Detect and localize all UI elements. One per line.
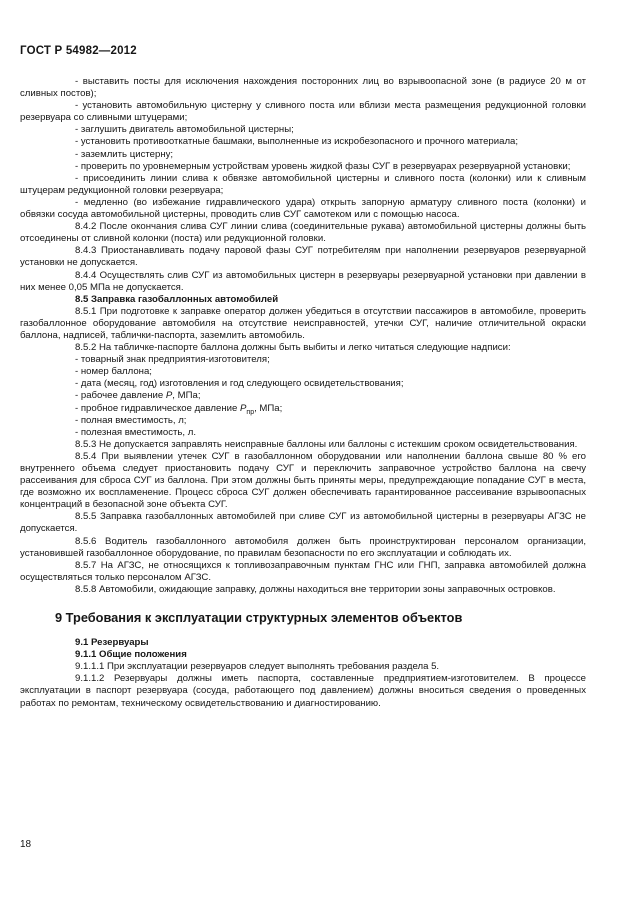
list-item bbox=[20, 390, 586, 402]
list-item-text: , МПа; bbox=[254, 402, 283, 414]
list-item-text: , МПа; bbox=[172, 390, 201, 402]
paragraph: 8.5.8 Автомобили, ожидающие заправку, должны находиться вне территории зоны заправочных островков. bbox=[75, 583, 556, 595]
paragraph: 8.5.4 При выявлении утечек СУГ в газобаллонном оборудовании или наполнении баллона свыше 80 % его внутреннего объема следует приостановить подачу СУГ и переключить заправочное устройство баллона на свечу рассеивания для сброса СУГ из баллона. При этом должны быть приняты меры, предупреждающие попадание СУГ в места, где возможно их воспламенение. Процесс сброса СУГ должен обеспечивать гарантированное рассеивание взрывоопасных концентраций в безопасной зоне объекта СУГ. bbox=[20, 450, 586, 511]
paragraph: 8.5.3 Не допускается заправлять неисправные баллоны или баллоны с истекшим сроком освидетельствования. bbox=[75, 438, 578, 450]
list-item-text: - рабочее давление bbox=[75, 390, 166, 402]
document-header: ГОСТ Р 54982—2012 bbox=[20, 45, 137, 57]
section-heading: 9 Требования к эксплуатации структурных элементов объектов bbox=[55, 610, 463, 626]
paragraph: 8.5.7 На АГЗС, не относящихся к топливозаправочным пунктам ГНС или ГНП, заправка автомобилей должна осуществляться только персоналом АГЗС. bbox=[20, 559, 586, 583]
paragraph: - заглушить двигатель автомобильной цистерны; bbox=[75, 124, 294, 136]
paragraph: - присоединить линии слива к обвязке автомобильной цистерны и сливного поста (колонки) или к сливным штуцерам редукционной головки резервуара; bbox=[20, 172, 586, 196]
paragraph: - установить противооткатные башмаки, выполненные из искробезопасного и прочного материала; bbox=[75, 136, 519, 148]
list-item-text: - пробное гидравлическое давление bbox=[75, 402, 240, 414]
list-item: - дата (месяц, год) изготовления и год следующего освидетельствования; bbox=[75, 378, 404, 390]
list-item: - товарный знак предприятия-изготовителя; bbox=[75, 354, 270, 366]
paragraph: - выставить посты для исключения нахождения посторонних лиц во взрывоопасной зоне (в радиусе 20 м от сливных постов); bbox=[20, 76, 586, 100]
paragraph: 9.1.1.2 Резервуары должны иметь паспорта, составленные предприятием-изготовителем. В процессе эксплуатации в паспорт резервуара (сосуда, работающего под давлением) должны вноситься сведения о проведенных работах по ремонтам, техническому освидетельствованию и диагностированию. bbox=[20, 673, 586, 709]
paragraph: 8.5.6 Водитель газобаллонного автомобиля должен быть проинструктирован персоналом организации, установившей газобаллонное оборудование, по правилам безопасности по его эксплуатации и соблюдать их. bbox=[20, 535, 586, 559]
paragraph: 8.5.1 При подготовке к заправке оператор должен убедиться в отсутствии пассажиров в автомобиле, проверить газобаллонное оборудование автомобиля на отсутствие неисправностей, утечки СУГ, наличие отличительной окраски баллона, надписей, таблички-паспорта, заземлить автомобиль. bbox=[20, 305, 586, 341]
page-number: 18 bbox=[20, 839, 32, 850]
document-body bbox=[20, 76, 586, 710]
list-item: - номер баллона; bbox=[75, 366, 152, 378]
list-item: - полная вместимость, л; bbox=[75, 414, 187, 426]
paragraph: - установить автомобильную цистерну у сливного поста или вблизи места размещения редукционной головки резервуара со сливными штуцерами; bbox=[20, 100, 586, 124]
paragraph: - заземлить цистерну; bbox=[75, 148, 174, 160]
list-item bbox=[20, 403, 586, 415]
variable-symbol: Р bbox=[165, 390, 173, 402]
paragraph: 9.1.1.1 При эксплуатации резервуаров следует выполнять требования раздела 5. bbox=[75, 661, 440, 673]
variable-symbol: Р bbox=[240, 402, 247, 414]
paragraph: - медленно (во избежание гидравлического удара) открыть запорную арматуру сливного поста (колонки) и обвязки сосуда автомобильной цистерны, проводить слив СУГ самотеком или с помощью насоса. bbox=[20, 196, 586, 221]
paragraph: 8.4.2 После окончания слива СУГ линии слива (соединительные рукава) автомобильной цистерны должны быть отсоединены от сливной колонки (поста) или редукционной головки. bbox=[20, 221, 586, 245]
paragraph: 8.5.2 На табличке-паспорте баллона должны быть выбиты и легко читаться следующие надписи: bbox=[75, 342, 511, 354]
list-item: - полезная вместимость, л. bbox=[75, 426, 196, 438]
paragraph: 8.4.4 Осуществлять слив СУГ из автомобильных цистерн в резервуары резервуарной установки при давлении в них менее 0,05 МПа не допускается. bbox=[20, 269, 586, 293]
variable-subscript: пр bbox=[246, 408, 255, 416]
paragraph: 8.5.5 Заправка газобаллонных автомобилей при сливе СУГ из автомобильной цистерны в резервуары АГЗС не допускается. bbox=[20, 511, 586, 535]
subsection-heading: 9.1.1 Общие положения bbox=[75, 649, 187, 661]
subsection-heading: 8.5 Заправка газобаллонных автомобилей bbox=[75, 293, 279, 305]
paragraph: - проверить по уровнемерным устройствам уровень жидкой фазы СУГ в резервуарах резервуарной установки; bbox=[75, 160, 571, 172]
paragraph: 8.4.3 Приостанавливать подачу паровой фазы СУГ потребителям при наполнении резервуаров резервуарной установки не допускается. bbox=[20, 245, 586, 269]
subsection-heading: 9.1 Резервуары bbox=[75, 637, 149, 649]
